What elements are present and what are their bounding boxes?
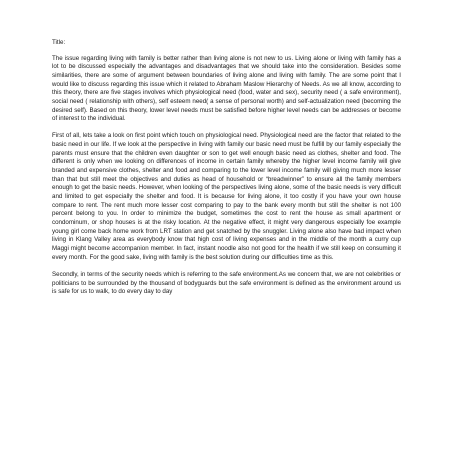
paragraph-security-need: Secondly, in terms of the security needs which is referring to the safe environment.As we concern that, we are not celebrities or politicians to be surrounded by the thousand of bodyguards but the safe environment is defined as the environment around us is safe for us to walk, to do every day to day — [52, 270, 401, 296]
document-title: Title: — [52, 39, 66, 46]
paragraph-physiological-need: First of all, lets take a look on first point which touch on physiological need. Physiological need are the factor that related to the basic need in our life. If we look at the perspective in living with family our basic need must be fulfill by our family especially the parents must ensure that the children even daughter or son to get well enough basic need as clothes, shelter and food. The different is only when we looking on differences of income in certain family whereby the higher level income family will give branded and expensive clothes, shelter and food and comparing to the lower level income family will giving much more lesser than that but still meet the objectives and duties as head of household or “breadwinner” to ensure all the family members enough to get the basic needs. However, when looking of the perspectives living alone, some of the basic needs is very difficult and limited to get especially the shelter and food. It is because for living alone, it too costly if you have your own house compare to rent. The rent much more lesser cost comparing to pay to the bank every month but still the shelter is not 100 percent belong to you. In order to minimize the budget, sometimes the cost to rent the house as small apartment or condominum, or shop houses is at the risky location. At the negative effect, it might very dangerous especially foe example young girl come back home work from LRT station and get snatched by the snuggler. Living alone also have bad impact when living in Klang Valley area as everybody know that high cost of living expenses and in the middle of the month a curry cup Maggi might become accompanion member. In fact, instant noodle also not good for the health if we still keep on consuming it every month. For the good sake, living with family is the best solution during our difficulties time as this. — [52, 132, 401, 261]
paragraph-introduction: The issue regarding living with family is better rather than living alone is not new to us. Living alone or living with family has a lot to be discussed especially the advantages and disadvantages that we should take into the consideration. Besides some similarities, there are some of argument between boundaries of living alone and living with family. The are some point that I would like to discuss regarding this issue which it related to Abraham Maslow Hierarchy of Needs. As we all know, according to this theory, there are five stages involves which physiological need (food, water and sex), security need ( a safe environment), social need ( relationship with others), self esteem need( a sense of personal worth) and self-actualization need (becoming the desired self). Based on this theory, lower level needs must be satisfied before higher level needs can be addresses or become of interest to the individual. — [52, 54, 401, 123]
